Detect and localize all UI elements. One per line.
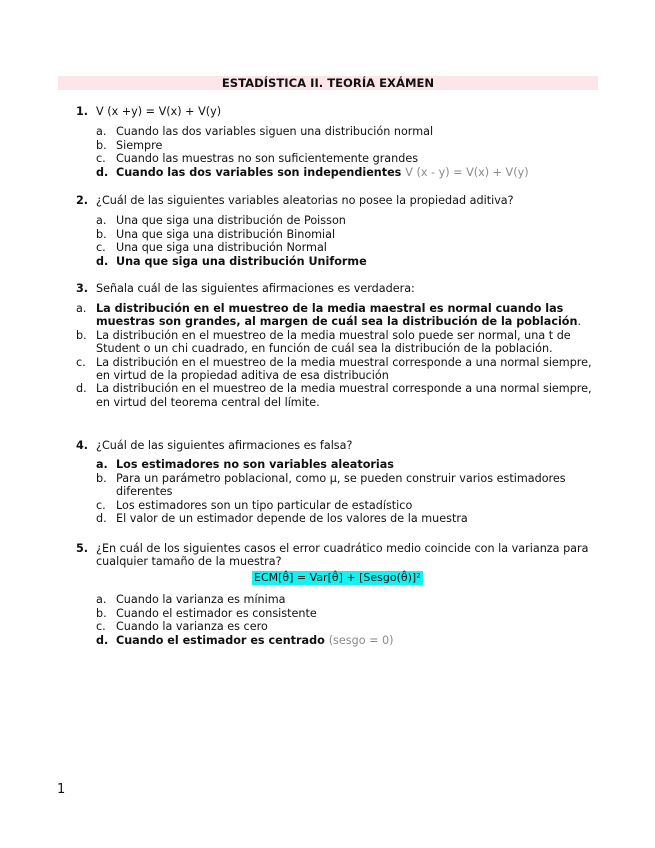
option-letter: a.: [96, 593, 107, 606]
list-item: [96, 472, 596, 499]
option-letter: c.: [96, 620, 106, 634]
option-letter: a.: [96, 214, 107, 227]
option-letter: a.: [96, 458, 108, 471]
correct-answer: [96, 634, 596, 648]
list-item: [96, 125, 596, 139]
option-text: Cuando el estimador es consistente: [116, 606, 317, 620]
question-5-options: [76, 587, 596, 647]
option-text: La distribución en el muestreo de la media muestral solo puede ser normal, una t de Student o un chi cuadrado, en función de cuál sea la distribución de la población.: [96, 328, 571, 356]
option-text: Una que siga una distribución de Poisson: [116, 214, 346, 227]
list-item: [96, 139, 596, 153]
list-item: [76, 329, 600, 356]
option-letter: c.: [76, 355, 86, 369]
option-letter: d.: [96, 633, 109, 647]
correct-answer: [96, 458, 596, 472]
list-item: [96, 512, 596, 526]
option-letter: b.: [96, 227, 107, 241]
option-text: Una que siga una distribución Binomial: [116, 227, 336, 241]
question-3: [76, 282, 596, 295]
question-2: [76, 194, 596, 268]
option-letter: b.: [76, 328, 87, 342]
option-text: La distribución en el muestreo de la media maestral es normal cuando las muestras son grandes, al margen de cuál sea la distribución de la población: [96, 302, 578, 329]
option-letter: c.: [96, 152, 106, 166]
option-text: Cuando la varianza es cero: [116, 620, 268, 634]
page-title: ESTADÍSTICA II. TEORÍA EXÁMEN: [58, 76, 598, 90]
option-text: Para un parámetro poblacional, como μ, se pueden construir varios estimadores diferentes: [116, 471, 566, 499]
option-text: Cuando las dos variables son independientes: [116, 165, 402, 179]
option-letter: a.: [96, 125, 107, 138]
option-text: Siempre: [116, 138, 163, 152]
option-text: Los estimadores no son variables aleatorias: [116, 458, 394, 471]
answer-note: (sesgo = 0): [328, 633, 394, 647]
question-number: 3.: [76, 282, 89, 295]
correct-answer: [96, 255, 596, 269]
question-number: 1.: [76, 105, 89, 118]
option-letter: d.: [96, 254, 109, 268]
question-3-options: [76, 302, 600, 409]
option-text: Cuando las dos variables siguen una distribución normal: [116, 125, 434, 138]
question-text: ¿Cuál de las siguientes variables aleatorias no posee la propiedad aditiva?: [96, 194, 514, 207]
option-tail: .: [577, 315, 581, 329]
option-text: El valor de un estimador depende de los valores de la muestra: [116, 512, 468, 526]
list-item: [96, 152, 596, 166]
question-text: ¿En cuál de los siguientes casos el error cuadrático medio coincide con la varianza para cualquier tamaño de la muestra?: [96, 542, 589, 568]
option-text: Cuando las muestras no son suficientemente grandes: [116, 152, 419, 166]
question-number: 5.: [76, 542, 89, 555]
question-text: Señala cuál de las siguientes afirmaciones es verdadera:: [96, 282, 415, 295]
question-5: [76, 542, 596, 568]
list-item: [96, 214, 596, 228]
option-text: La distribución en el muestreo de la media muestral corresponde a una normal siempre, en virtud del teorema central del límite.: [96, 382, 592, 409]
list-item: [76, 356, 600, 383]
list-item: [96, 499, 596, 513]
option-text: Una que siga una distribución Normal: [116, 241, 327, 255]
question-1: [76, 105, 596, 179]
page-number: 1: [57, 782, 66, 797]
question-text: V (x +y) = V(x) + V(y): [96, 105, 222, 118]
option-letter: b.: [96, 471, 107, 485]
option-letter: d.: [96, 165, 109, 179]
option-letter: c.: [96, 498, 106, 512]
option-letter: b.: [96, 606, 107, 620]
correct-answer: [96, 166, 596, 180]
option-text: Cuando el estimador es centrado: [116, 633, 325, 647]
list-item: [96, 607, 596, 621]
option-text: Los estimadores son un tipo particular de estadístico: [116, 498, 413, 512]
list-item: [96, 620, 596, 634]
question-number: 4.: [76, 439, 89, 452]
list-item: [96, 593, 596, 607]
option-letter: d.: [76, 382, 87, 396]
question-text: ¿Cuál de las siguientes afirmaciones es falsa?: [96, 439, 353, 452]
option-text: La distribución en el muestreo de la media muestral corresponde a una normal siempre, en virtud de la propiedad aditiva de esa distribución: [96, 355, 592, 383]
correct-answer: [76, 302, 600, 329]
list-item: [76, 382, 600, 409]
option-letter: a.: [76, 302, 87, 315]
answer-note: V (x - y) = V(x) + V(y): [405, 165, 529, 179]
question-4: [76, 439, 596, 526]
option-text: Una que siga una distribución Uniforme: [116, 254, 367, 268]
option-letter: c.: [96, 241, 106, 255]
option-letter: b.: [96, 138, 107, 152]
ecm-formula: ECM[θ̂] = Var[θ̂] + [Sesgo(θ̂)]²: [254, 571, 421, 584]
option-text: Cuando la varianza es mínima: [116, 593, 286, 606]
option-letter: d.: [96, 512, 107, 526]
list-item: [96, 228, 596, 242]
question-number: 2.: [76, 194, 89, 207]
list-item: [96, 241, 596, 255]
